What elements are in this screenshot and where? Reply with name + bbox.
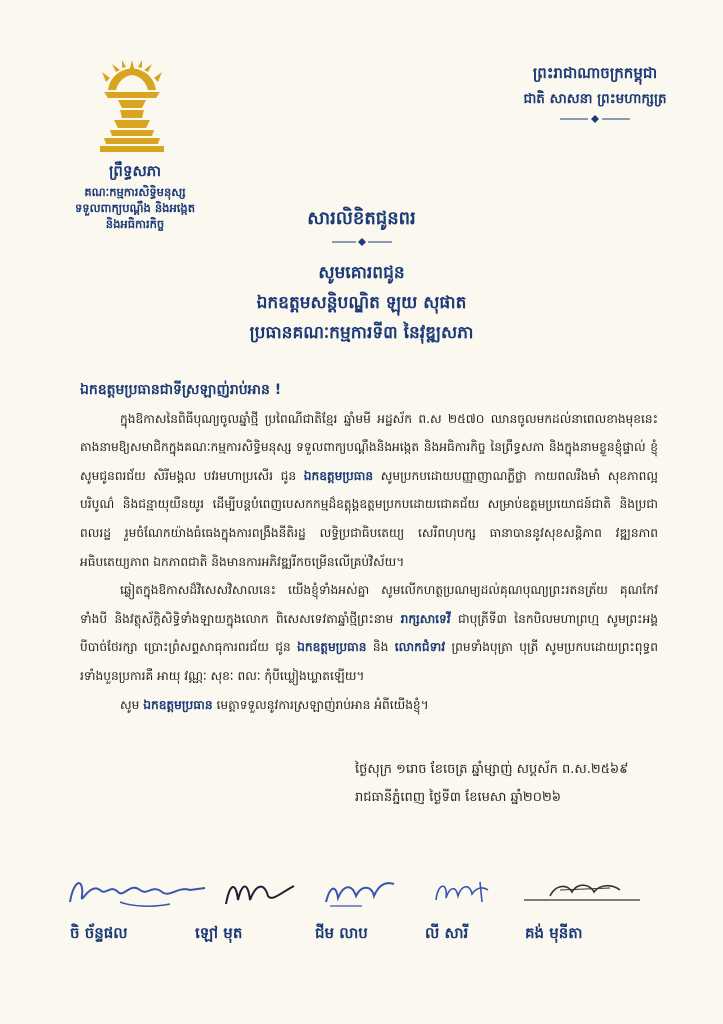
lunar-date: ថ្ងៃសុក្រ ១រោច ខែចេត្រ ឆ្នាំម្សាញ់ សប្តស័ក ព.ស.២៥៦៩ [355, 762, 629, 777]
signature-2-icon [220, 872, 300, 912]
ornament-divider-icon [560, 114, 630, 124]
kingdom-header [495, 64, 695, 124]
paragraph-3: សូម ឯកឧត្តមប្រធាន មេត្តាទទួលនូវការស្រឡាញ់រាប់អាន អំពីយើងខ្ញុំ។ [120, 697, 429, 712]
date-block [355, 756, 628, 812]
signatory-names [70, 924, 660, 948]
signatory-name: លី សារី [425, 924, 469, 942]
recipient-title: ប្រធានគណៈកម្មការទី៣ នៃវុឌ្ឍសភា [249, 323, 474, 343]
senate-emblem-icon [96, 58, 168, 154]
title-ornament-icon [332, 237, 392, 247]
signature-3-icon [322, 872, 402, 912]
signatory-name: ចិ ច័ន្ទផល [70, 924, 128, 942]
recipient-greeting: សូមគោរពជូន [318, 263, 405, 283]
signature-5-icon [520, 872, 650, 912]
signatory-name: ជីម លាប [315, 924, 368, 942]
signatory-name: ឡៅ មុត [195, 924, 243, 942]
signatory-name: គង់ មុនីតា [525, 924, 583, 942]
senate-name: ព្រឹទ្ធសភា [108, 162, 162, 180]
signature-1-icon [60, 872, 210, 912]
letter-title: សារលិខិតជូនពរ [307, 208, 416, 229]
signature-4-icon [432, 872, 502, 912]
nation-motto: ជាតិ សាសនា ព្រះមហាក្សត្រ [523, 91, 667, 107]
committee-line-1: គណៈកម្មការសិទ្ធិមនុស្ស [84, 185, 186, 199]
recipient-name: ឯកឧត្តមសន្តិបណ្ឌិត ឡុយ សុផាត [256, 293, 467, 313]
committee-line-2: ទទួលពាក្យបណ្តឹង និងអង្កេត [74, 201, 195, 215]
recipient-block [0, 258, 723, 348]
committee-line-3: និងអធិការកិច្ច [105, 217, 165, 231]
paragraph-2: ឆ្លៀតក្នុងឱកាសដ៏វិសេសវិសាលនេះ យើងខ្ញុំទាំងអស់គ្នា សូមលើកហត្ថប្រណម្យដល់គុណបុណ្យព្រះរតនត្រ័យ គុណកែវទាំងបី និងវត្ថុស័ក្តិសិទ្ធិទាំងឡាយក្នុងលោក ពិសេសទេវតាឆ្នាំថ្មីព្រះនាម រាក្សសាទេវី ជាបុត្រីទី៣ នៃកបិលមហាព្រហ្ម សូមព្រះអង្គបីបាច់ថែរក្សា ប្រោះព្រំសព្ទសាធុការពរជ័យ ជូន ឯកឧត្តមប្រធាន និង លោកជំទាវ ព្រមទាំងបុត្រា បុត្រី សូមប្រកបដោយព្រះពុទ្ធពរទាំងបួនប្រការគឺ អាយុ វណ្ណៈ សុខៈ ពលៈ កុំបីឃ្លៀងឃ្លាតឡើយ។ [80, 583, 658, 683]
signatures-row [60, 872, 660, 912]
paragraph-1: ក្នុងឱកាសនៃពិធីបុណ្យចូលឆ្នាំថ្មី ប្រពៃណីជាតិខ្មែរ ឆ្នាំមមី អដ្ឋស័ក ព.ស ២៥៧០ ឈានចូលមកដល់នាពេលខាងមុខនេះ តាងនាមឱ្យសមាជិកក្នុងគណៈកម្មការសិទ្ធិមនុស្ស ទទួលពាក្យបណ្តឹងនិងអង្កេត និងអធិការកិច្ច នៃព្រឹទ្ធសភា និងក្នុងនាមខ្លួនខ្ញុំផ្ទាល់ ខ្ញុំសូមជូនពរជ័យ សិរីមង្គល បវរមហាប្រសើរ ជូន ឯកឧត្តមប្រធាន សូមប្រកបដោយបញ្ញាញាណភ្លឺថ្លា កាយពលរឹងមាំ សុខភាពល្អបរិបូណ៌ និងជន្មាយុយឺនយូរ ដើម្បីបន្តបំពេញបេសកកម្មដ៏ឧត្តុង្គឧត្តមប្រកបដោយជោគជ័យ សម្រាប់ឧត្តមប្រយោជន៍ជាតិ និងប្រជាពលរដ្ឋ រួមចំណែកយ៉ាងធំធេងក្នុងការពង្រឹងនីតិរដ្ឋ លទ្ធិប្រជាធិបតេយ្យ សេរីពហុបក្ស ធានាបាននូវសុខសន្តិភាព វឌ្ឍនភាព អធិបតេយ្យភាព ឯកភាពជាតិ និងមានការអភិវឌ្ឍរីកចម្រើនលើគ្រប់វិស័យ។ [80, 411, 658, 569]
letter-body [80, 376, 658, 719]
kingdom-name: ព្រះរាជាណាចក្រកម្ពុជា [532, 64, 658, 82]
solar-date: រាជធានីភ្នំពេញ ថ្ងៃទី៣ ខែមេសា ឆ្នាំ២០២៦ [355, 790, 562, 805]
salutation: ឯកឧត្តមប្រធានជាទីស្រឡាញ់រាប់អាន ! [80, 382, 282, 398]
